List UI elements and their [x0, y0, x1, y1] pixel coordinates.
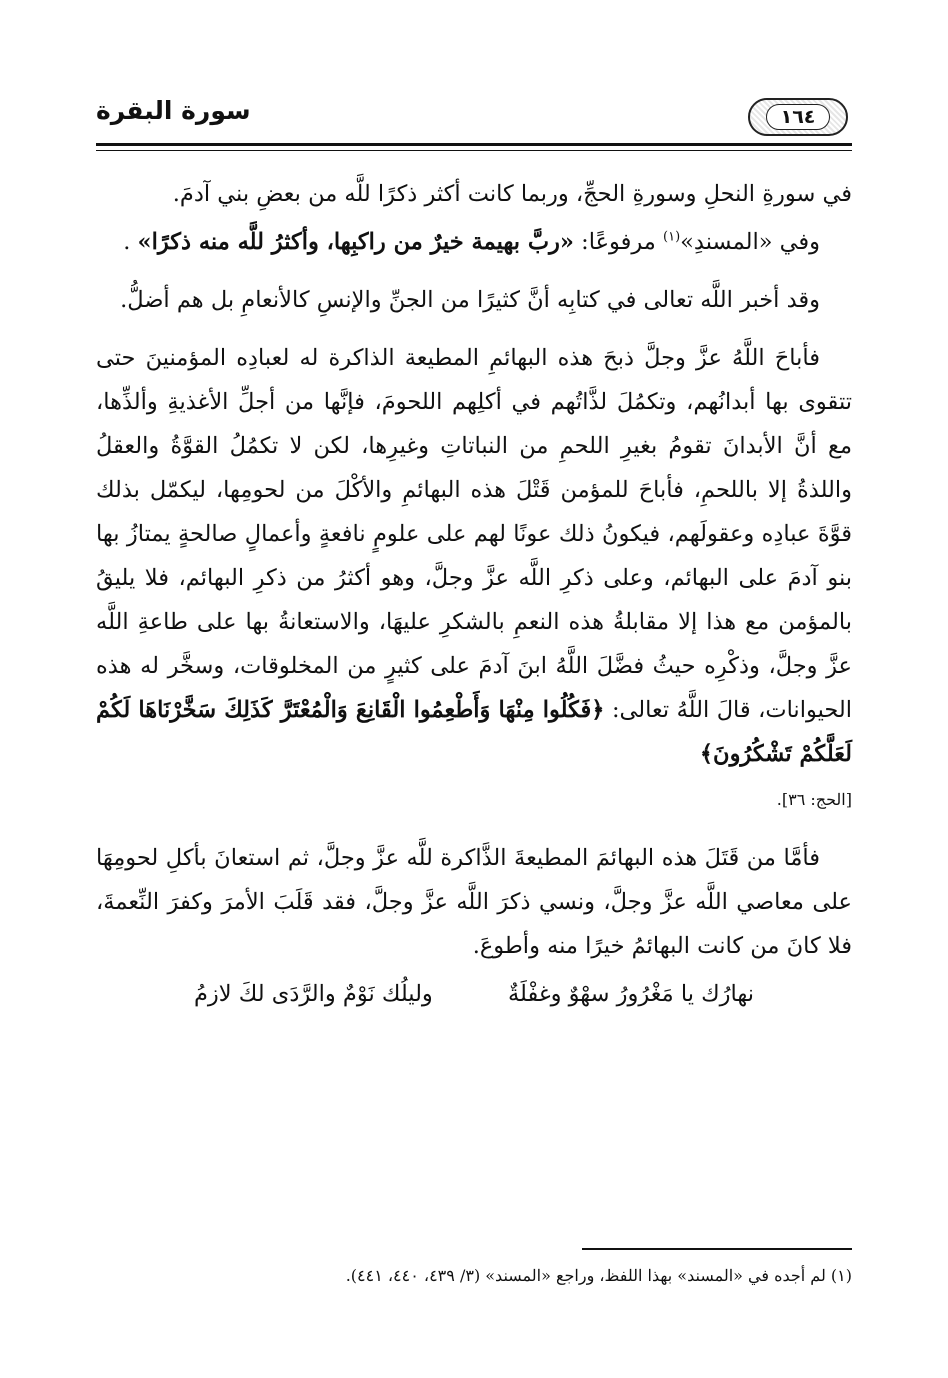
paragraph-5: فأمَّا من قَتَلَ هذه البهائمَ المطيعةَ الذَّاكرة للَّه عزَّ وجلَّ، ثم استعانَ بأكلِ لحومِهَا على معاصي اللَّه عزَّ وجلَّ، ونسي ذكرَ اللَّه عزَّ وجلَّ، فقد قَلَبَ الأمرَ وكفرَ النِّعمةَ، فلا كانَ من كانت البهائمُ خيرًا منه وأطوعَ.: [96, 845, 852, 959]
main-text: [96, 172, 852, 1016]
poetry-verse: [96, 972, 852, 1016]
paragraph-2: [96, 220, 852, 264]
paragraph-2-lead: وفي «المسندِ»: [680, 229, 820, 255]
quran-verse: ﴿فَكُلُوا مِنْهَا وَأَطْعِمُوا الْقَانِعَ وَالْمُعْتَرَّ كَذَلِكَ سَخَّرْنَاهَا لَكُمْ لَعَلَّكُمْ تَشْكُرُونَ﴾: [96, 697, 852, 767]
footnote-rule: [582, 1248, 852, 1250]
footnote-marker: (١): [663, 229, 681, 245]
poetry-hemistich-2: وليلُك نَوْمٌ والرَّدَى لكَ لازمُ: [193, 981, 433, 1007]
paragraph-2-end: .: [123, 229, 138, 255]
hadith-quote: «ربَّ بهيمة خيرٌ من راكبِها، وأكثرُ للَّه منه ذكرًا»: [137, 229, 574, 255]
paragraph-4: [96, 336, 852, 776]
verse-reference: [الحج: ٣٦].: [776, 790, 852, 809]
paragraph-1: في سورةِ النحلِ وسورةِ الحجِّ، وربما كانت أكثر ذكرًا للَّه من بعضِ بني آدمَ.: [172, 181, 852, 207]
header-rule-thick: [96, 143, 852, 146]
paragraph-4-text: فأباحَ اللَّهُ عزَّ وجلَّ ذبحَ هذه البهائمِ المطيعة الذاكرة له لعبادِه المؤمنينَ حتى تتقوى بها أبدانُهم، وتكمُلَ لذَّاتُهم في أكلِهم اللحومَ، فإنَّها من أجلِّ الأغذيةِ وألذِّها، مع أنَّ الأبدانَ تقومُ بغيرِ اللحمِ من النباتاتِ وغيرِها، لكن لا تكمُلُ القوَّةُ والعقلُ واللذةُ إلا باللحمِ، فأباحَ للمؤمن قَتْلَ هذه البهائمِ والأكْلَ من لحومِها، ليكمّل بذلك قوَّةَ عبادِه وعقولَهم، فيكونُ ذلك عونًا لهم على علومٍ نافعةٍ وأعمالٍ صالحةٍ يمتازُ بها بنو آدمَ على البهائم، وعلى ذكرِ اللَّه عزَّ وجلَّ، وهو أكثرُ من ذكرِ البهائم، فلا يليقُ بالمؤمن مع هذا إلا مقابلةُ هذه النعمِ بالشكرِ عليهَا، والاستعانةُ بها على طاعةِ اللَّه عزَّ وجلَّ، وذكْرِه حيثُ فضَّلَ اللَّهُ ابنَ آدمَ على كثيرٍ من المخلوقات، وسخَّر له هذه الحيوانات، قالَ اللَّهُ تعالى:: [96, 345, 852, 723]
paragraph-2-middle: مرفوعًا:: [573, 229, 663, 255]
poetry-hemistich-1: نهارُك يا مَغْرُورُ سهْوٌ وغفْلَةٌ: [507, 981, 755, 1007]
header-rule-thin: [96, 150, 852, 151]
surah-title: سورة البقرة: [96, 96, 251, 125]
page-header: [96, 92, 852, 142]
page-number-badge: [748, 98, 848, 136]
footnote: (١) لم أجده في «المسند» بهذا اللفظ، وراجع «المسند» (٣/ ٤٣٩، ٤٤٠، ٤٤١).: [345, 1266, 852, 1285]
page-number: ١٦٤: [766, 104, 831, 130]
paragraph-3: وقد أخبر اللَّه تعالى في كتابِه أنَّ كثيرًا من الجنِّ والإنسِ كالأنعامِ بل هم أضلُّ.: [120, 287, 820, 313]
